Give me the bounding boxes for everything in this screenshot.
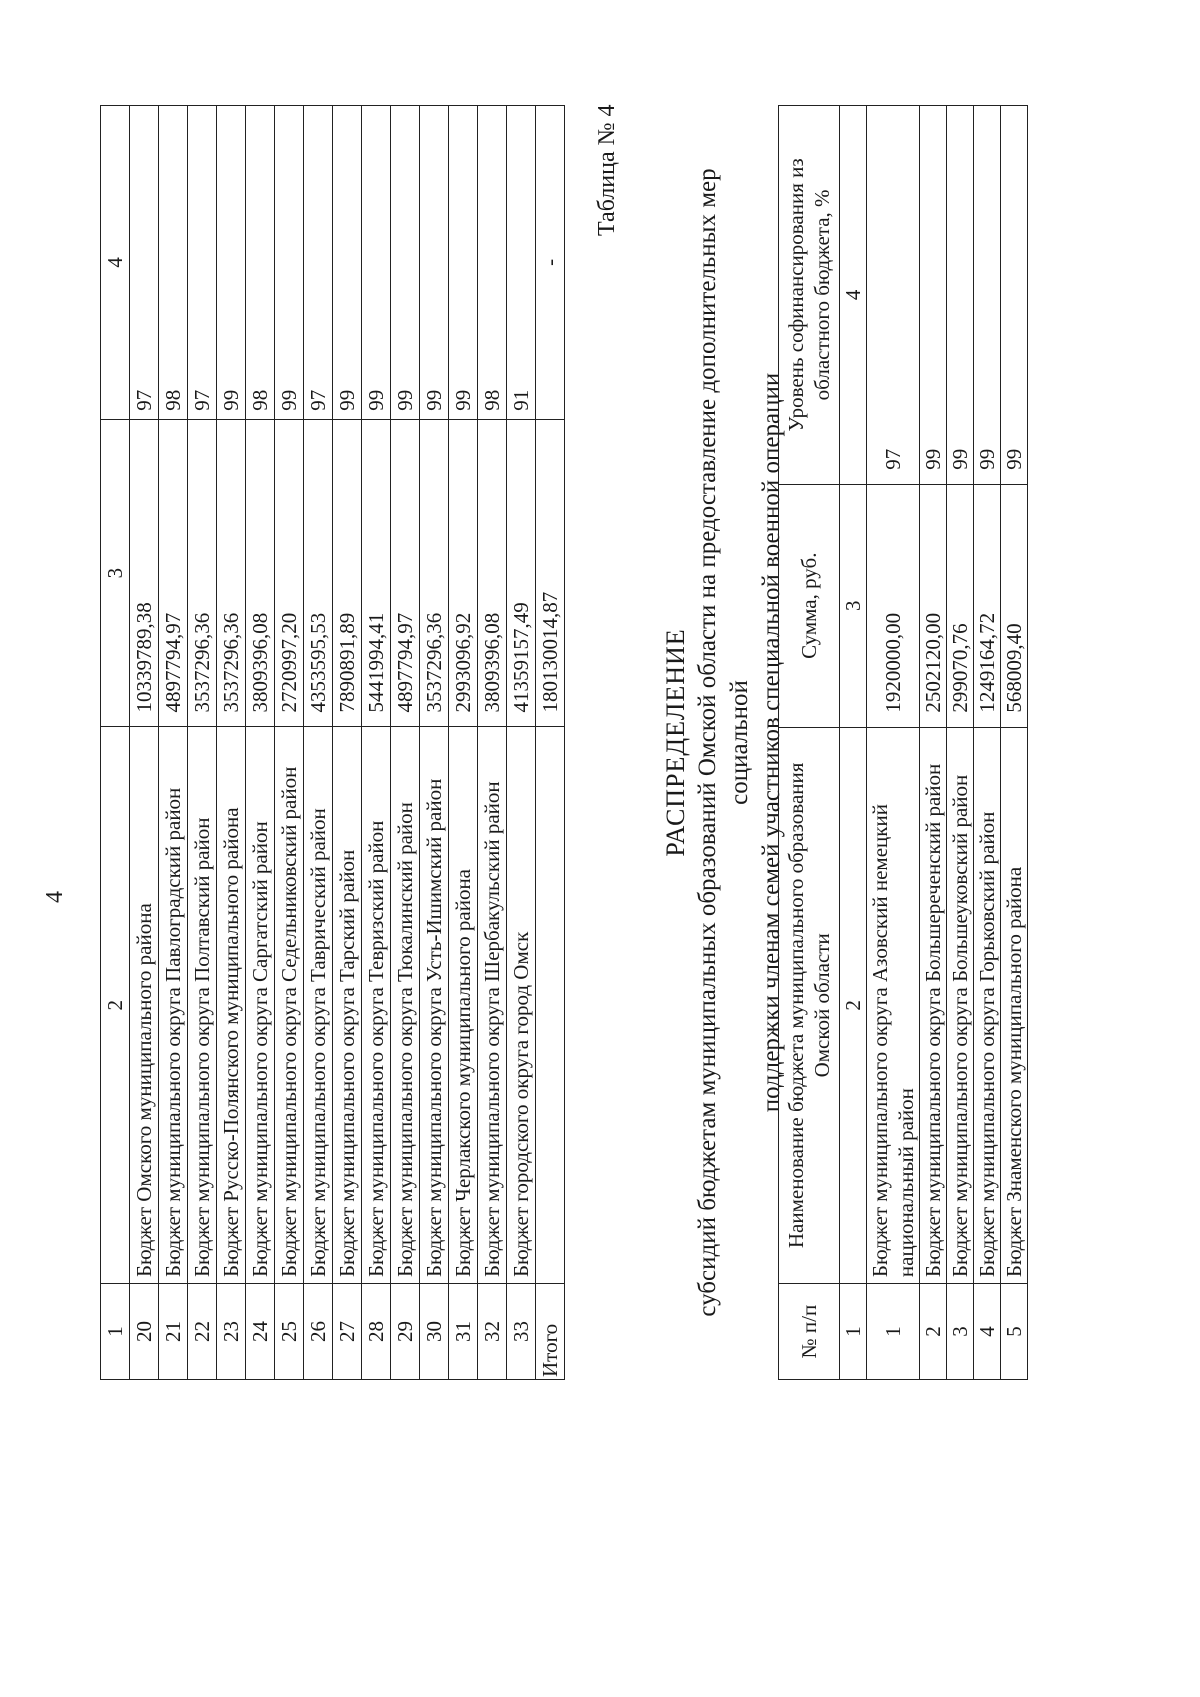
header-cell-4: 4 — [101, 106, 130, 420]
row-number: 28 — [362, 1284, 391, 1380]
row-percent: 97 — [188, 106, 217, 420]
row-sum: 2720997,20 — [275, 419, 304, 727]
row-number: 24 — [246, 1284, 275, 1380]
row-sum: 41359157,49 — [507, 419, 536, 727]
row-sum: 1249164,72 — [974, 484, 1001, 727]
row-percent: 99 — [420, 106, 449, 420]
table-row — [333, 106, 362, 1380]
row-name: Бюджет Черлакского муниципального района — [449, 727, 478, 1284]
row-sum: 3537296,36 — [420, 419, 449, 727]
row-name: Бюджет муниципального округа Тевризский район — [362, 727, 391, 1284]
row-name: Бюджет муниципального округа Азовский немецкий национальный район — [867, 727, 920, 1283]
total-sum: 180130014,87 — [536, 419, 565, 727]
row-percent: 98 — [478, 106, 507, 420]
row-sum: 1920000,00 — [867, 484, 920, 727]
row-percent: 99 — [947, 106, 974, 485]
row-number: 2 — [920, 1284, 947, 1380]
row-sum: 10339789,38 — [130, 419, 159, 727]
header-name: Наименование бюджета муниципального образования Омской области — [779, 727, 840, 1283]
title-line-2: поддержки членам семей участников специальной военной операции — [758, 372, 785, 1113]
row-sum: 7890891,89 — [333, 419, 362, 727]
header-cell-2: 2 — [101, 727, 130, 1284]
row-name: Бюджет муниципального округа Полтавский район — [188, 727, 217, 1284]
table-row — [217, 106, 246, 1380]
table-row — [246, 106, 275, 1380]
row-name: Бюджет муниципального округа Тюкалинский район — [391, 727, 420, 1284]
row-name: Бюджет муниципального округа Большереченский район — [920, 727, 947, 1283]
row-percent: 99 — [920, 106, 947, 485]
row-number: 30 — [420, 1284, 449, 1380]
row-number: 4 — [974, 1284, 1001, 1380]
row-sum: 2993096,92 — [449, 419, 478, 727]
table-total-row — [536, 106, 565, 1380]
row-sum: 3809396,08 — [478, 419, 507, 727]
row-name: Бюджет городского округа город Омск — [507, 727, 536, 1284]
row-percent: 91 — [507, 106, 536, 420]
row-name: Бюджет муниципального округа Павлоградский район — [159, 727, 188, 1284]
row-number: 22 — [188, 1284, 217, 1380]
row-name: Бюджет Омского муниципального района — [130, 727, 159, 1284]
title-main: РАСПРЕДЕЛЕНИЕ — [661, 628, 690, 857]
table-index-row — [840, 106, 867, 1380]
index-cell-1: 1 — [840, 1284, 867, 1380]
table-row — [507, 106, 536, 1380]
row-percent: 99 — [362, 106, 391, 420]
row-name: Бюджет муниципального округа Седельниковский район — [275, 727, 304, 1284]
row-number: 32 — [478, 1284, 507, 1380]
row-number: 33 — [507, 1284, 536, 1380]
total-empty-cell — [536, 727, 565, 1284]
header-cell-3: 3 — [101, 419, 130, 727]
total-percent: - — [536, 106, 565, 420]
row-name: Бюджет Русско-Полянского муниципального района — [217, 727, 246, 1284]
row-number: 21 — [159, 1284, 188, 1380]
table-header-row — [101, 106, 130, 1380]
row-percent: 97 — [867, 106, 920, 485]
row-percent: 97 — [304, 106, 333, 420]
table-row — [1001, 106, 1028, 1380]
row-number: 29 — [391, 1284, 420, 1380]
page-number: 4 — [42, 891, 68, 903]
row-number: 20 — [130, 1284, 159, 1380]
row-number: 25 — [275, 1284, 304, 1380]
row-percent: 99 — [275, 106, 304, 420]
row-name: Бюджет муниципального округа Шербакульский район — [478, 727, 507, 1284]
header-percent: Уровень софинансирования из областного бюджета, % — [779, 106, 840, 485]
table-row — [275, 106, 304, 1380]
row-sum: 4897794,97 — [391, 419, 420, 727]
row-sum: 299070,76 — [947, 484, 974, 727]
header-num: № п/п — [779, 1284, 840, 1380]
total-label: Итого — [536, 1284, 565, 1380]
row-name: Бюджет муниципального округа Горьковский район — [974, 727, 1001, 1283]
row-percent: 99 — [449, 106, 478, 420]
subsidy-distribution-table — [778, 105, 1028, 1380]
table-row — [188, 106, 217, 1380]
row-percent: 99 — [333, 106, 362, 420]
row-name: Бюджет муниципального округа Саргатский район — [246, 727, 275, 1284]
row-number: 27 — [333, 1284, 362, 1380]
row-percent: 99 — [217, 106, 246, 420]
subsidy-table-continued — [100, 105, 565, 1380]
row-sum: 3537296,36 — [217, 419, 246, 727]
row-sum: 5441994,41 — [362, 419, 391, 727]
row-percent: 98 — [246, 106, 275, 420]
row-sum: 568009,40 — [1001, 484, 1028, 727]
table-row — [391, 106, 420, 1380]
table-row — [478, 106, 507, 1380]
table-row — [947, 106, 974, 1380]
title-line-1: субсидий бюджетам муниципальных образований Омской области на предоставление дополнительных мер социальной — [694, 168, 753, 1317]
table-row — [362, 106, 391, 1380]
row-number: 23 — [217, 1284, 246, 1380]
table-row — [304, 106, 333, 1380]
row-sum: 4353595,53 — [304, 419, 333, 727]
row-number: 31 — [449, 1284, 478, 1380]
table-row — [420, 106, 449, 1380]
table-caption: Таблица № 4 — [594, 104, 620, 236]
row-percent: 99 — [391, 106, 420, 420]
row-number: 3 — [947, 1284, 974, 1380]
row-percent: 98 — [159, 106, 188, 420]
table-row — [867, 106, 920, 1380]
document-title — [660, 105, 788, 1380]
table-row — [449, 106, 478, 1380]
row-number: 5 — [1001, 1284, 1028, 1380]
index-cell-2: 2 — [840, 727, 867, 1283]
row-sum: 4897794,97 — [159, 419, 188, 727]
header-cell-1: 1 — [101, 1284, 130, 1380]
index-cell-3: 3 — [840, 484, 867, 727]
row-percent: 99 — [1001, 106, 1028, 485]
row-name: Бюджет муниципального округа Тарский район — [333, 727, 362, 1284]
row-name: Бюджет муниципального округа Большеуковский район — [947, 727, 974, 1283]
row-percent: 99 — [974, 106, 1001, 485]
row-name: Бюджет муниципального округа Таврический район — [304, 727, 333, 1284]
table-row — [130, 106, 159, 1380]
table-row — [920, 106, 947, 1380]
row-name: Бюджет Знаменского муниципального района — [1001, 727, 1028, 1283]
row-number: 1 — [867, 1284, 920, 1380]
index-cell-4: 4 — [840, 106, 867, 485]
table-header-row — [779, 106, 840, 1380]
table-row — [974, 106, 1001, 1380]
row-name: Бюджет муниципального округа Усть-Ишимский район — [420, 727, 449, 1284]
header-sum: Сумма, руб. — [779, 484, 840, 727]
row-sum: 3809396,08 — [246, 419, 275, 727]
subsidy-distribution-table-body — [779, 106, 1028, 1380]
row-sum: 2502120,00 — [920, 484, 947, 727]
subsidy-table-continued-body — [101, 106, 565, 1380]
table-row — [159, 106, 188, 1380]
row-percent: 97 — [130, 106, 159, 420]
row-sum: 3537296,36 — [188, 419, 217, 727]
row-number: 26 — [304, 1284, 333, 1380]
